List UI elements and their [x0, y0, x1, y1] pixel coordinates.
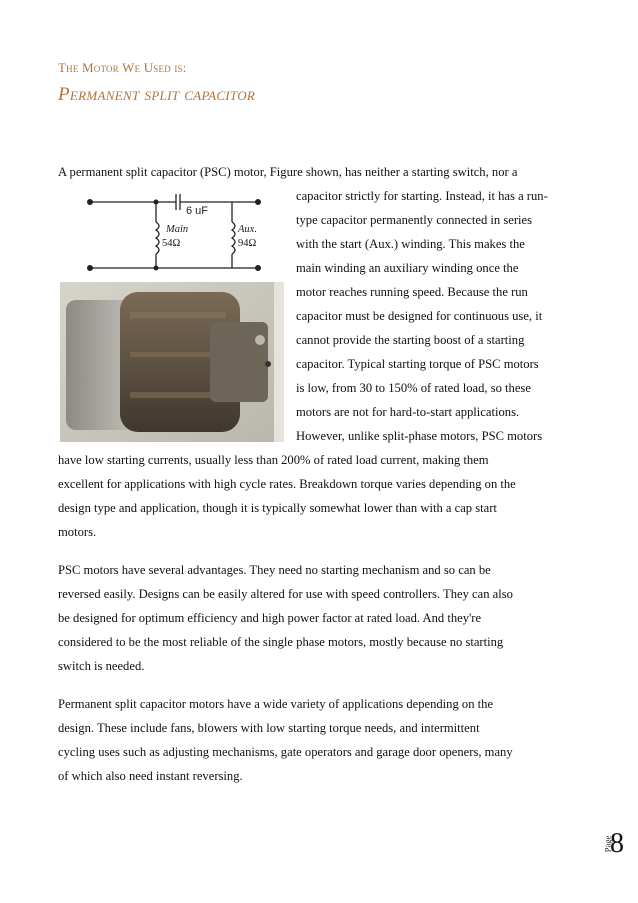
page-word: Page — [602, 835, 613, 853]
paragraph-line: design type and application, though it is typically somewhat lower than with a cap start — [58, 501, 497, 515]
main-winding-value: 54Ω — [162, 238, 181, 249]
paragraph-line: motors are not for hard-to-start applications. — [296, 405, 520, 419]
capacitor-label: 6 uF — [186, 205, 209, 217]
paragraph-line: reversed easily. Designs can be easily altered for use with speed controllers. They can also — [58, 587, 513, 601]
paragraph-line: capacitor strictly for starting. Instead, it has a run- — [296, 189, 548, 203]
paragraph-line: with the start (Aux.) winding. This makes the — [296, 237, 525, 251]
paragraph-line: cannot provide the starting boost of a starting — [296, 333, 525, 347]
paragraph-line: have low starting currents, usually less than 200% of rated load current, making them — [58, 453, 489, 467]
paragraph-line: Permanent split capacitor motors have a wide variety of applications depending on the — [58, 697, 494, 711]
paragraph-line: type capacitor permanently connected in series — [296, 213, 533, 227]
paragraph-line: A permanent split capacitor (PSC) motor, Figure shown, has neither a starting switch, nor a — [58, 165, 518, 179]
paragraph-line: be designed for optimum efficiency and high power factor at rated load. And they're — [58, 611, 482, 625]
page-digit: 8 — [610, 828, 624, 859]
section-heading-small: The Motor We Used is: — [58, 60, 187, 75]
section-heading-title: Permanent split capacitor — [58, 84, 256, 105]
paragraph-line: motor reaches running speed. Because the run — [296, 285, 528, 299]
psc-motor-figure — [58, 186, 286, 444]
main-winding-label: Main — [166, 224, 189, 235]
paragraph-line: is low, from 30 to 150% of rated load, so these — [296, 381, 531, 395]
paragraph-line: excellent for applications with high cycle rates. Breakdown torque varies depending on the — [58, 477, 516, 491]
paragraph-line: considered to be the most reliable of the single phase motors, mostly because no starting — [58, 635, 504, 649]
paragraph-line: motors. — [58, 525, 97, 539]
motor-photo — [60, 282, 284, 442]
psc-circuit-diagram — [58, 186, 286, 278]
paragraph-line: However, unlike split-phase motors, PSC motors — [296, 429, 543, 443]
paragraph-line: of which also need instant reversing. — [58, 769, 243, 783]
paragraph-line: design. These include fans, blowers with low starting torque needs, and intermittent — [58, 721, 480, 735]
paragraph-line: main winding an auxiliary winding once the — [296, 261, 519, 275]
page-number — [599, 828, 624, 859]
aux-winding-value: 94Ω — [238, 238, 257, 249]
paragraph-line: capacitor must be designed for continuous use, it — [296, 309, 543, 323]
paragraph-line: PSC motors have several advantages. They need no starting mechanism and so can be — [58, 563, 491, 577]
paragraph-line: capacitor. Typical starting torque of PSC motors — [296, 357, 539, 371]
paragraph-line: switch is needed. — [58, 659, 145, 673]
paragraph-line: cycling uses such as adjusting mechanisms, gate operators and garage door openers, many — [58, 745, 513, 759]
aux-winding-label: Aux. — [238, 224, 257, 235]
